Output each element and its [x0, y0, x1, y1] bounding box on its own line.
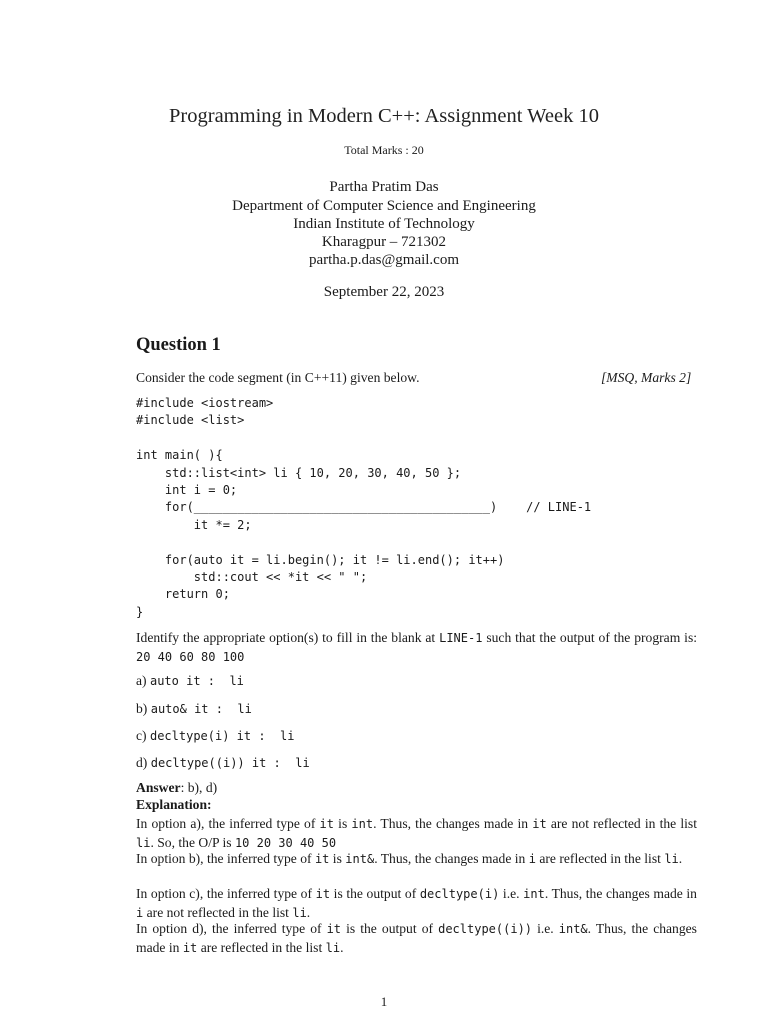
option-b	[136, 701, 252, 717]
exp-text: are not reflected in the list	[146, 904, 289, 920]
option-code: decltype((i)) it : li	[150, 756, 310, 770]
exp-code: i	[528, 852, 536, 866]
exp-code: decltype(i)	[419, 887, 500, 901]
identify-text-b: such that the output of the program is:	[486, 630, 698, 645]
total-marks: Total Marks : 20	[344, 143, 424, 157]
option-code: auto it : li	[149, 674, 244, 688]
exp-text: In option d), the inferred type of	[136, 921, 322, 936]
option-label: b)	[136, 701, 148, 716]
exp-code: int	[523, 887, 545, 901]
explanation-option-b	[136, 850, 697, 869]
exp-text: is	[332, 851, 342, 866]
exp-text: is the output of	[333, 886, 417, 901]
exp-text: is	[338, 816, 348, 831]
exp-text: . Thus, the changes made in	[373, 816, 529, 831]
exp-code: li	[325, 940, 341, 955]
explanation-label: Explanation:	[136, 797, 212, 812]
author-institute: Indian Institute of Technology	[293, 216, 475, 232]
author-name: Partha Pratim Das	[329, 179, 439, 195]
explanation-option-c	[136, 885, 697, 922]
code-block: #include <iostream> #include <list> int main( ){ std::list<int> li { 10, 20, 30, 40, 50 }; int i = 0; for(_________________________________________) // LINE-1 it *= 2; for(auto it = li.begin(); it != li.end(); it++) std::cout << *it << " "; return 0; }	[136, 396, 592, 619]
exp-text: .	[678, 851, 683, 866]
exp-code: it	[182, 940, 198, 955]
identify-expected-output: 20 40 60 80 100	[136, 649, 245, 664]
identify-line-ref: LINE-1	[439, 631, 483, 645]
exp-code: li	[664, 852, 679, 866]
exp-text: In option a), the inferred type of	[136, 816, 316, 831]
document-title: Programming in Modern C++: Assignment Week 10	[169, 105, 599, 127]
exp-code: it	[326, 922, 342, 936]
exp-text: . Thus, the changes made in	[544, 886, 697, 901]
exp-text: . Thus, the changes made in	[374, 851, 526, 866]
exp-text: are not reflected in the list	[550, 816, 697, 831]
exp-code: int	[351, 817, 374, 831]
exp-code: 10 20 30 40 50	[234, 835, 337, 850]
exp-code: decltype((i))	[438, 922, 533, 936]
exp-text: i.e.	[537, 921, 554, 936]
exp-code: i	[136, 905, 144, 920]
option-code: auto& it : li	[150, 702, 252, 716]
author-city: Kharagpur – 721302	[321, 234, 447, 250]
author-email: partha.p.das@gmail.com	[308, 252, 460, 268]
question-heading: Question 1	[136, 335, 221, 355]
question-prompt: Consider the code segment (in C++11) given below.	[136, 370, 420, 385]
question-type-marks: [MSQ, Marks 2]	[601, 370, 692, 385]
option-label: c)	[136, 728, 147, 743]
exp-code: li	[292, 905, 307, 920]
option-d	[136, 755, 310, 771]
option-label: a)	[136, 673, 147, 688]
explanation-option-d	[136, 920, 697, 957]
exp-text: .	[306, 904, 311, 920]
option-label: d)	[136, 755, 148, 770]
exp-code: it	[319, 817, 334, 831]
answer-label: Answer	[136, 780, 181, 795]
exp-code: int&	[558, 922, 588, 936]
exp-text: is the output of	[346, 921, 434, 936]
answer-line	[136, 780, 217, 796]
exp-text: are reflected in the list	[200, 939, 323, 955]
document-date: September 22, 2023	[323, 284, 445, 300]
exp-text: are reflected in the list	[539, 851, 661, 866]
exp-text: In option c), the inferred type of	[136, 886, 312, 901]
exp-text: In option b), the inferred type of	[136, 851, 312, 866]
exp-code: it	[314, 852, 330, 866]
exp-code: it	[315, 887, 331, 901]
author-department: Department of Computer Science and Engineering	[232, 198, 536, 214]
identify-text-a: Identify the appropriate option(s) to fill in the blank at	[136, 630, 436, 645]
exp-text: . Thus, the changes made in	[136, 921, 697, 955]
option-code: decltype(i) it : li	[149, 729, 295, 743]
exp-text: . So, the O/P is	[150, 834, 232, 850]
option-c	[136, 728, 294, 744]
page-number: 1	[380, 994, 388, 1009]
question-identify-text	[136, 629, 697, 666]
exp-code: int&	[345, 852, 375, 866]
exp-code: it	[532, 817, 547, 831]
answer-value: : b), d)	[180, 780, 218, 795]
option-a	[136, 673, 244, 689]
exp-text: i.e.	[502, 886, 520, 901]
explanation-option-a	[136, 815, 697, 852]
exp-code: li	[136, 835, 151, 850]
exp-text: .	[340, 939, 344, 955]
